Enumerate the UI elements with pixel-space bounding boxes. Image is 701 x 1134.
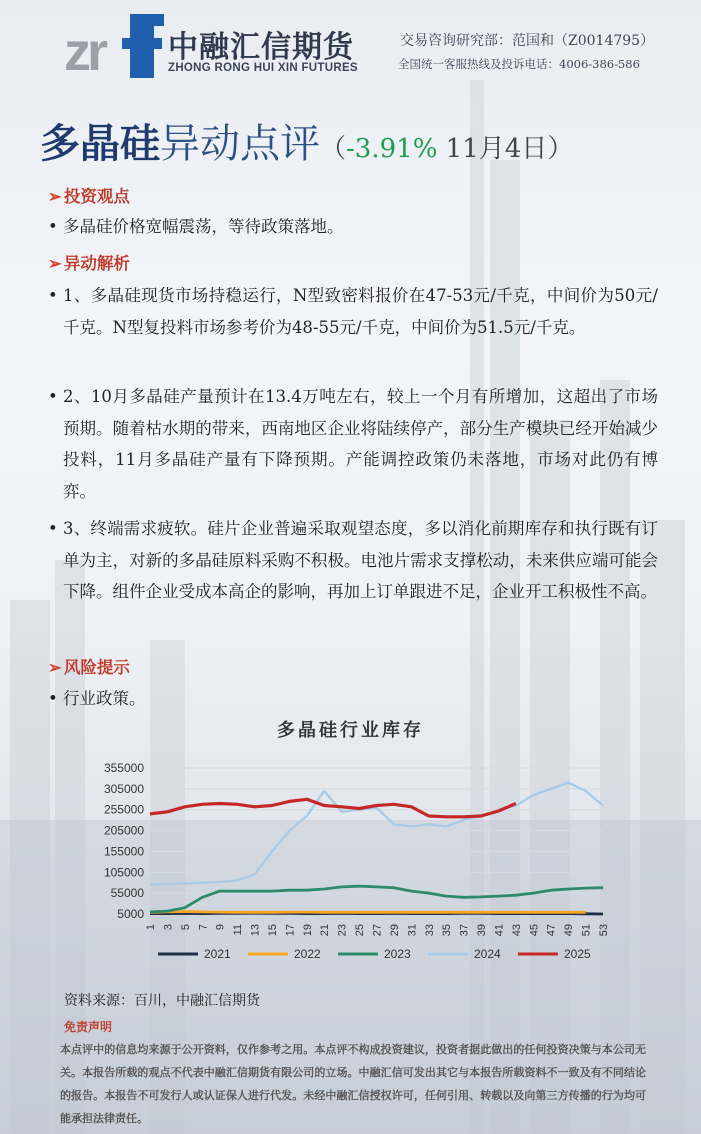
y-tick-label: 155000 xyxy=(103,844,144,859)
analysis-text-1: 1、多晶硅现货市场持稳运行，N型致密料报价在47-53元/千克，中间价为50元/千克。N型复投料市场参考价为48-55元/千克，中间价为51.5元/千克。 xyxy=(63,286,658,337)
risk-heading-label: 风险提示 xyxy=(63,658,130,677)
risk-text: 行业政策。 xyxy=(63,689,146,708)
bullet-dot-icon: • xyxy=(48,387,58,406)
x-tick-label: 5 xyxy=(179,924,192,931)
x-tick-label: 1 xyxy=(145,924,157,931)
section-view-heading xyxy=(48,183,130,207)
y-tick-label: 355000 xyxy=(103,761,144,775)
legend-label-2021: 2021 xyxy=(204,947,231,961)
bullet-dot-icon: • xyxy=(48,519,58,538)
x-tick-label: 23 xyxy=(336,924,349,937)
x-tick-label: 13 xyxy=(249,924,262,937)
y-tick-label: 5000 xyxy=(117,907,144,921)
x-tick-label: 21 xyxy=(319,924,332,937)
x-tick-label: 31 xyxy=(406,924,419,937)
title-paren-open: （ xyxy=(320,134,347,164)
analyst-contact: 交易咨询研究部：范国和（Z0014795） xyxy=(400,33,655,49)
inventory-line-chart xyxy=(88,750,618,985)
x-tick-label: 3 xyxy=(162,924,175,931)
x-tick-label: 39 xyxy=(476,924,489,937)
x-tick-label: 47 xyxy=(545,924,558,937)
analysis-item-2 xyxy=(48,381,658,507)
view-bullet xyxy=(48,211,658,243)
logo-text: 中融汇信期货 xyxy=(168,30,354,65)
x-tick-label: 9 xyxy=(214,924,227,931)
analysis-heading-label: 异动解析 xyxy=(63,254,130,273)
legend-label-2023: 2023 xyxy=(384,947,411,961)
arrow-icon: ➢ xyxy=(48,187,62,206)
series-line-2023 xyxy=(150,886,603,912)
x-tick-label: 15 xyxy=(266,924,279,937)
logo-subtitle: ZHONG RONG HUI XIN FUTURES xyxy=(168,62,358,74)
x-tick-label: 49 xyxy=(563,924,576,937)
disclaimer-heading: 免责声明 xyxy=(64,1020,113,1034)
legend-label-2024: 2024 xyxy=(474,947,501,961)
x-tick-label: 53 xyxy=(598,924,610,937)
bullet-dot-icon: • xyxy=(48,286,58,305)
title-product: 多晶硅 xyxy=(40,120,160,167)
svg-text:zr: zr xyxy=(64,22,105,82)
x-tick-label: 51 xyxy=(580,924,593,937)
section-risk-heading xyxy=(48,654,130,678)
page-title xyxy=(40,112,573,169)
series-line-2024 xyxy=(150,783,603,885)
x-tick-label: 43 xyxy=(510,924,523,937)
view-text: 多晶硅价格宽幅震荡，等待政策落地。 xyxy=(63,217,344,236)
bullet-dot-icon: • xyxy=(48,217,58,236)
x-tick-label: 37 xyxy=(458,924,471,937)
x-tick-label: 7 xyxy=(197,924,210,931)
risk-bullet xyxy=(48,683,658,715)
x-tick-label: 33 xyxy=(423,924,436,937)
analysis-text-2: 2、10月多晶硅产量预计在13.4万吨左右，较上一个月有所增加，这超出了市场预期。随着枯水期的带来，西南地区企业将陆续停产，部分生产模块已经开始减少投料，11月多晶硅产量有下降预期。产能调控政策仍未落地，市场对此仍有博弈。 xyxy=(63,387,658,501)
title-change: -3.91% xyxy=(346,134,438,164)
analysis-text-3: 3、终端需求疲软。硅片企业普遍采取观望态度，多以消化前期库存和执行既有订单为主，对新的多晶硅原料采购不积极。电池片需求支撑松动，未来供应端可能会下降。组件企业受成本高企的影响，再加上订单跟进不足，企业开工积极性不高。 xyxy=(63,519,658,601)
data-source: 资料来源：百川，中融汇信期货 xyxy=(64,993,260,1009)
y-tick-label: 305000 xyxy=(103,781,144,796)
disclaimer-text: 本点评中的信息均来源于公开资料，仅作参考之用。本点评不构成投资建议，投资者据此做出的任何投资决策与本公司无关。本报告所载的观点不代表中融汇信期货有限公司的立场。中融汇信可发出其它与本报告所载资料不一致及有不同结论的报告。本报告不可发行人或认证保人进行代发。未经中融汇信授权许可，任何引用、转载以及向第三方传播的行为均可能承担法律责任。 xyxy=(60,1043,646,1125)
x-tick-label: 19 xyxy=(301,924,314,937)
y-tick-label: 105000 xyxy=(103,865,144,880)
arrow-icon: ➢ xyxy=(48,254,62,273)
y-tick-label: 255000 xyxy=(103,802,144,817)
view-heading-label: 投资观点 xyxy=(63,187,130,206)
title-paren-close: ） xyxy=(547,134,574,164)
x-tick-label: 45 xyxy=(528,924,541,937)
x-tick-label: 41 xyxy=(493,924,506,937)
title-topic: 异动点评 xyxy=(160,121,320,167)
analysis-item-1 xyxy=(48,280,658,343)
legend-label-2022: 2022 xyxy=(294,947,321,961)
title-date: 11月4日 xyxy=(437,134,548,164)
x-tick-label: 11 xyxy=(232,924,245,936)
analysis-item-3 xyxy=(48,513,658,608)
x-tick-label: 25 xyxy=(354,924,367,937)
hotline-contact: 全国统一客服热线及投诉电话：4006-386-586 xyxy=(398,57,640,71)
arrow-icon: ➢ xyxy=(48,658,62,677)
y-tick-label: 205000 xyxy=(103,823,144,838)
bullet-dot-icon: • xyxy=(48,689,58,708)
chart-title: 多晶硅行业库存 xyxy=(277,720,424,741)
section-analysis-heading xyxy=(48,250,130,274)
x-tick-label: 27 xyxy=(371,924,384,937)
x-tick-label: 17 xyxy=(284,924,297,937)
y-tick-label: 55000 xyxy=(110,886,144,901)
legend-label-2025: 2025 xyxy=(564,947,591,961)
x-tick-label: 35 xyxy=(441,924,454,937)
x-tick-label: 29 xyxy=(388,924,401,937)
series-line-2022 xyxy=(150,912,586,913)
